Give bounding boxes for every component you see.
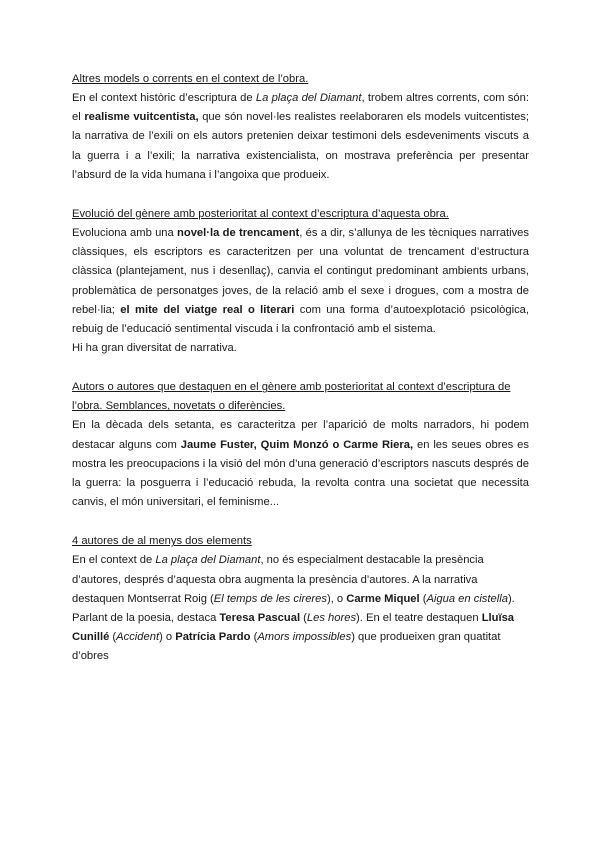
section-paragraph [72,224,529,339]
text-run: ( [109,631,117,644]
text-run: ( [419,592,427,605]
bold-text-run: Teresa Pascual [219,612,301,625]
italic-text-run: Amors impossibles [257,631,352,644]
text-run: , és a dir, s’allunya de les tècniques narratives clàssiques, els escriptors es caracteritzen per una voluntat de trencament d’estructura clàssica (plantejament, nus i desenllaç), canvia el contingut predominant ambients urbans, problemàtica de personatges joves, de la relació amb el sexe i drogues, com a mostra de rebel·lia; [72,227,529,316]
section-heading: Evolució del gènere amb posterioritat al context d’escriptura d’aquesta obra. [72,208,449,221]
bold-text-run: Patrícia Pardo [175,631,251,644]
text-run: En el context de [72,554,156,567]
text-run: ). En el teatre destaquen [356,612,482,625]
bold-text-run: Lluïsa Cunillé [72,612,515,644]
text-run: Hi ha gran diversitat de narrativa. [72,342,237,355]
text-run: , no és especialment destacable la presència d’autores, després d’aquesta obra augmenta la presència d’autores. A la narrativa destaquen Montserrat Roig ( [72,554,484,605]
bold-text-run: realisme vuitcentista, [84,111,199,124]
italic-text-run: Accident [116,631,160,644]
section-other-currents [72,70,529,185]
italic-text-run: La plaça del Diamant [255,92,362,104]
section-paragraph [72,89,529,185]
section-genre-evolution [72,205,529,358]
text-run: ). Parlant de la poesia, destaca [72,592,515,625]
text-run: ( [300,612,307,625]
section-heading: 4 autores de al menys dos elements [72,535,252,548]
text-run: com una forma d’autoexplotació psicològica, rebuig de l’educació sentimental viscuda i la confrontació amb el sistema. [72,303,530,336]
italic-text-run: El temps de les cireres [213,592,327,605]
section-heading: Autors o autores que destaquen en el gènere amb posterioritat al context d’escriptura de l’obra. Semblances, novetats o diferències. [72,381,511,413]
italic-text-run: La plaça del Diamant [155,554,261,567]
text-run: ), o [326,592,347,605]
italic-text-run: Les hores [306,612,357,625]
text-run: ) o [159,631,176,644]
section-paragraph [72,551,529,666]
section-female-authors [72,532,529,666]
text-run: ) que produeixen gran quatitat d’obres [72,631,501,663]
text-run: , trobem altres corrents, com són: el [72,92,529,124]
text-run: ( [250,631,258,644]
text-run: En el context històric d’escriptura de [72,92,256,104]
bold-text-run: Carme Miquel [346,592,420,605]
italic-text-run: Aigua en cistella [426,592,508,605]
section-paragraph [72,339,529,358]
bold-text-run: Jaume Fuster, Quim Monzó o Carme Riera, [180,438,414,451]
text-run: En la dècada dels setanta, es caracteritza per l’aparició de molts narradors, hi podem destacar alguns com [72,419,529,451]
section-later-authors [72,378,529,512]
section-paragraph [72,416,529,512]
text-run: que són novel·les realistes reelaboraren els models vuitcentistes; la narrativa de l’exili on els autors pretenien deixar testimoni dels esdeveniments viscuts a la guerra i a l’exili; la narrativa existencialista, on mostrava preferència per presentar l’absurd de la vida humana i l’angoixa que produeix. [72,111,529,181]
section-heading: Altres models o corrents en el context de l’obra. [72,73,309,85]
bold-text-run: el mite del viatge real o literari [120,303,295,316]
text-run: Evoluciona amb una [72,227,178,240]
bold-text-run: novel·la de trencament [177,227,300,240]
text-run: en les seues obres es mostra les preocupacions i la visió del món d’una generació d’escriptors nascuts després de la guerra: la posguerra i l’educació rebuda, la revolta contra una societat que necessita canvis, el món universitari, el feminisme... [72,438,529,509]
